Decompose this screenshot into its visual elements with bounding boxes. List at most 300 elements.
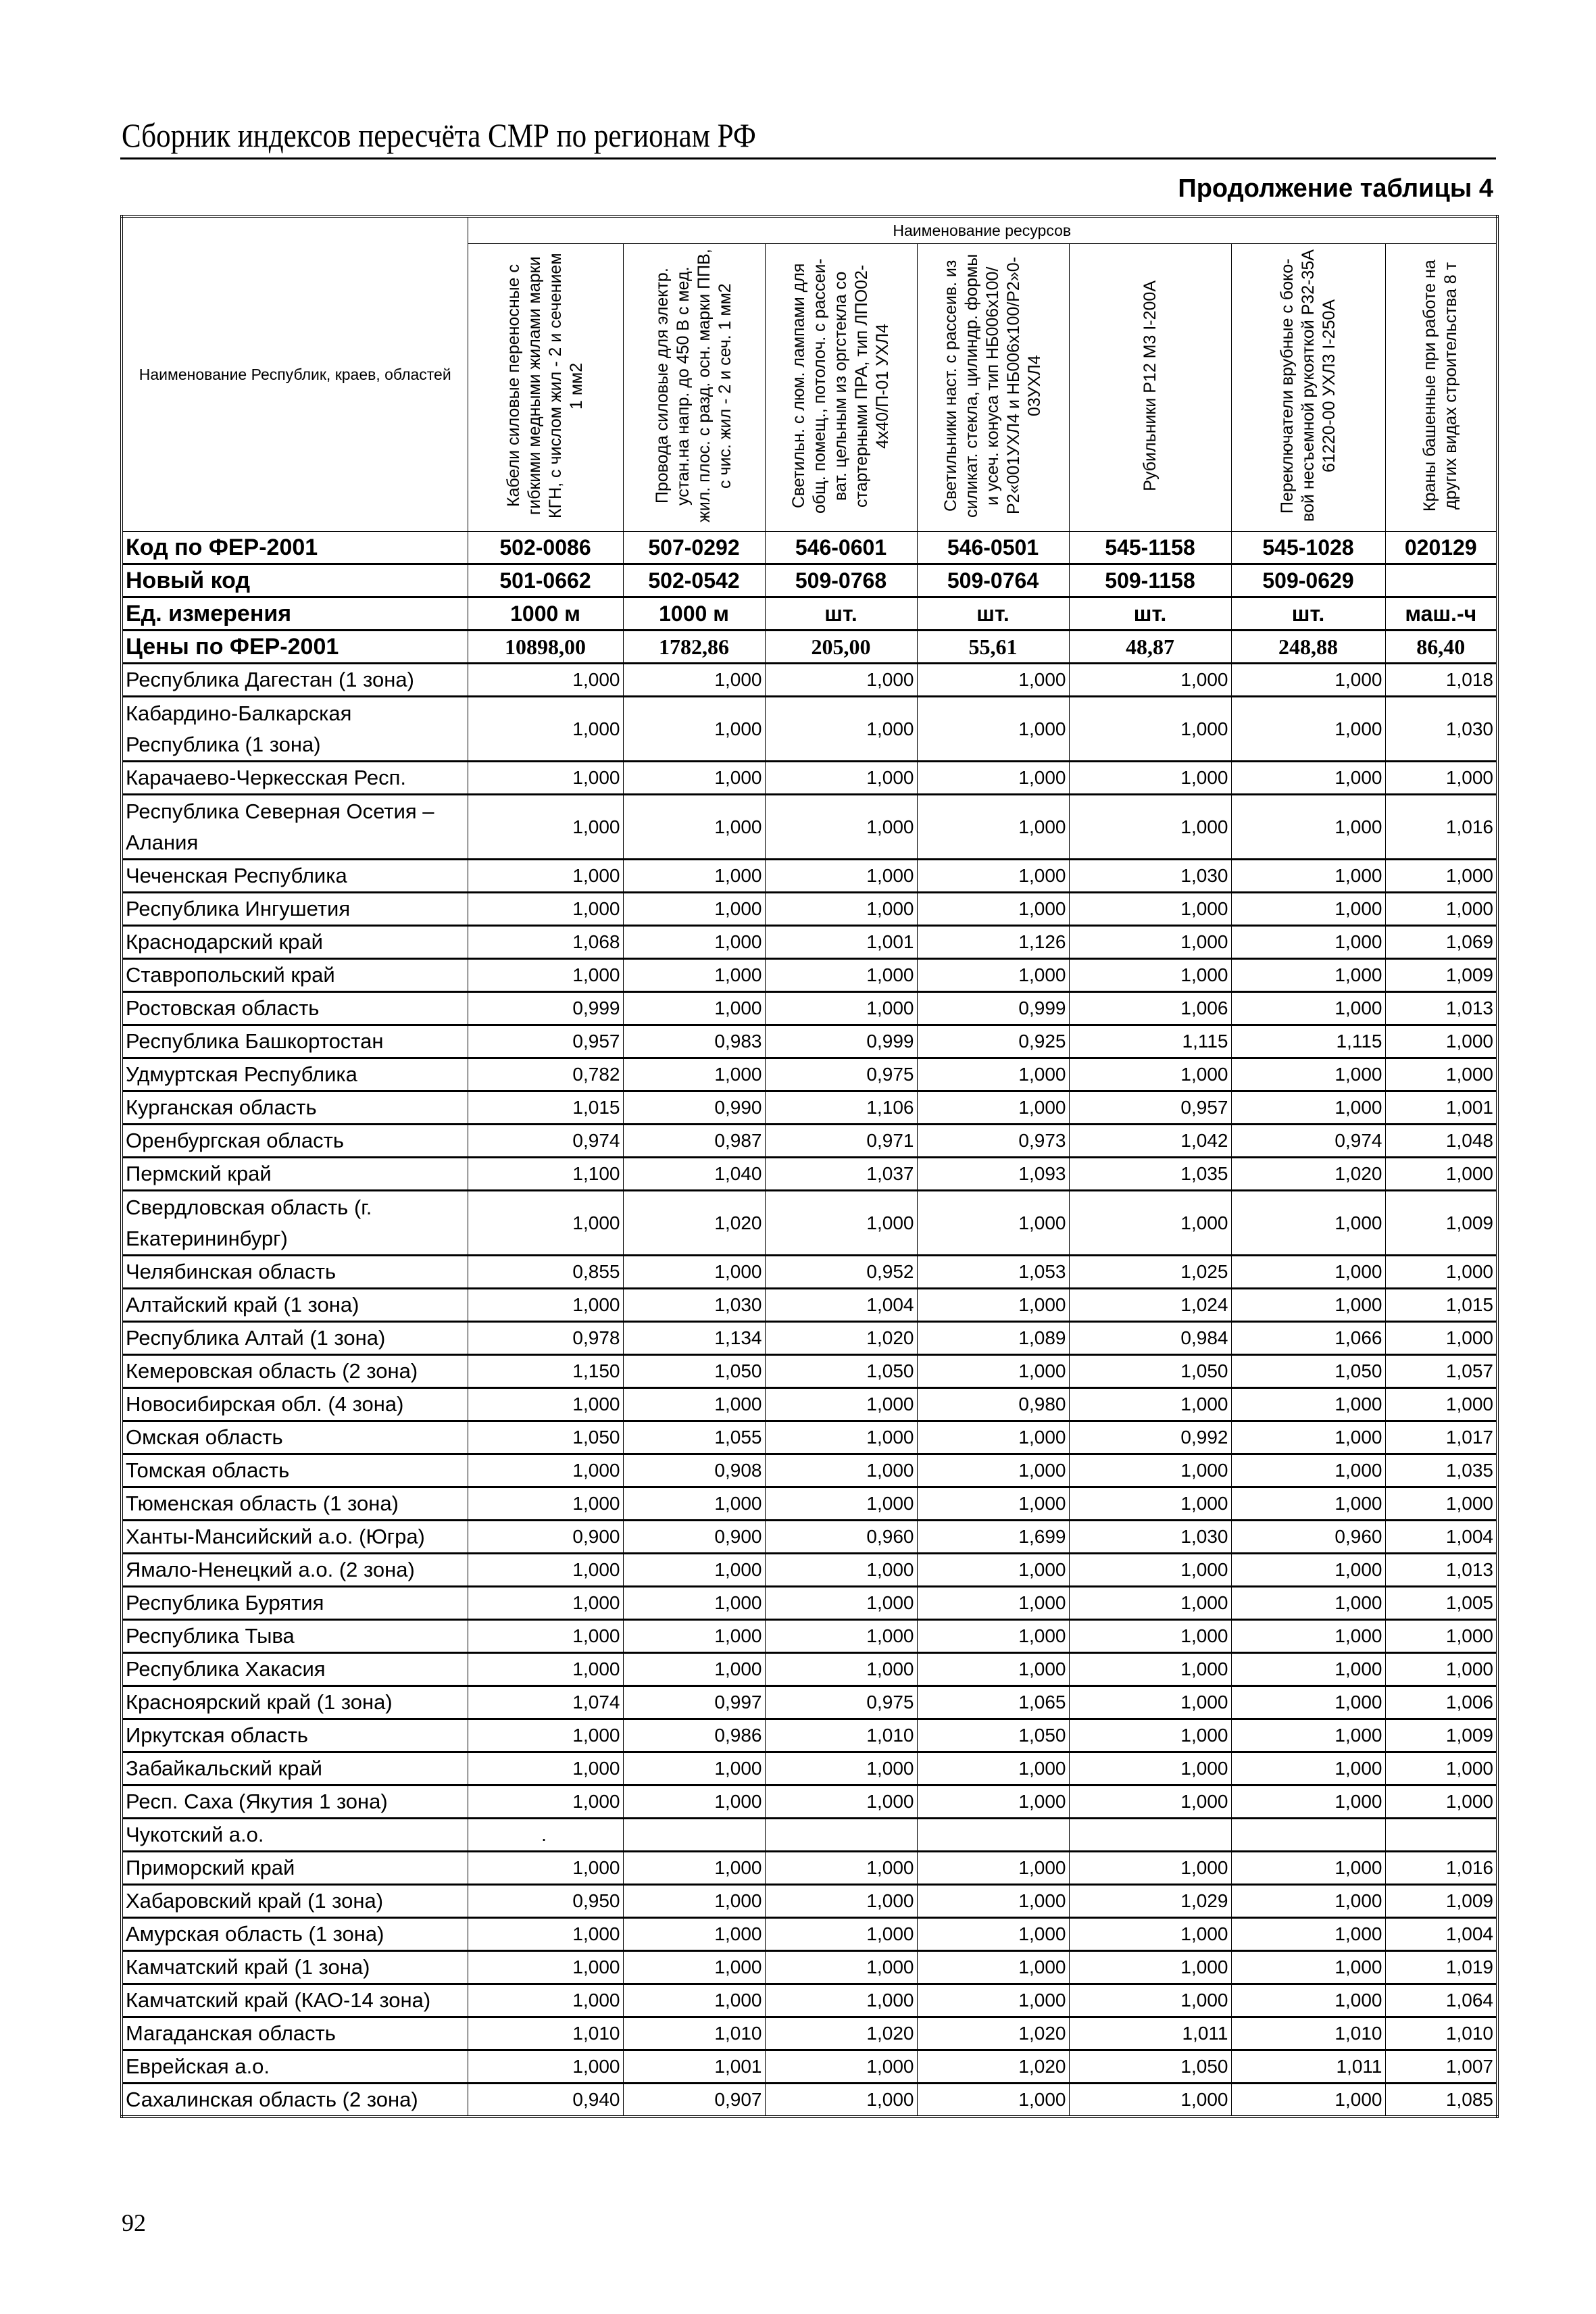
index-value: 1,000 (917, 1752, 1069, 1786)
index-value: 1,000 (468, 1554, 623, 1587)
index-value: 1,050 (917, 1719, 1069, 1752)
table-row (122, 664, 1497, 697)
region-name: Республика Северная Осетия – Алания (122, 795, 468, 860)
index-value: 1,000 (623, 893, 765, 926)
index-value: 1,019 (1385, 1951, 1497, 1984)
table-row (122, 1951, 1497, 1984)
meta-row-value: 509-0768 (765, 564, 917, 597)
index-value: 1,000 (917, 1554, 1069, 1587)
table-row (122, 1158, 1497, 1191)
meta-row (122, 532, 1497, 564)
table-row (122, 1852, 1497, 1885)
index-value: 1,000 (1231, 1984, 1385, 2017)
index-value: 1,115 (1069, 1025, 1231, 1058)
meta-row-value: 48,87 (1069, 631, 1231, 664)
index-value: 1,093 (917, 1158, 1069, 1191)
region-name: Республика Тыва (122, 1620, 468, 1653)
index-value: 1,050 (1069, 1355, 1231, 1388)
region-name: Ставропольский край (122, 959, 468, 992)
index-value: 1,030 (1069, 1521, 1231, 1554)
table-continuation-label: Продолжение таблицы 4 (1178, 174, 1493, 203)
region-name: Карачаево-Черкесская Респ. (122, 762, 468, 795)
index-value: 1,000 (917, 959, 1069, 992)
meta-row-value: шт. (1069, 597, 1231, 631)
index-value: 1,115 (1231, 1025, 1385, 1058)
index-value: 0,900 (468, 1521, 623, 1554)
index-value: 1,000 (917, 697, 1069, 762)
index-value: 1,000 (468, 1388, 623, 1421)
index-value: 1,000 (765, 1587, 917, 1620)
index-value: 1,000 (468, 1918, 623, 1951)
region-name: Забайкальский край (122, 1752, 468, 1786)
index-value: 1,000 (917, 1421, 1069, 1454)
index-value: 1,000 (468, 664, 623, 697)
index-value: 1,000 (623, 762, 765, 795)
index-value: 1,000 (1231, 893, 1385, 926)
index-value: 1,064 (1385, 1984, 1497, 2017)
index-value (917, 1819, 1069, 1852)
index-value: 1,000 (468, 1984, 623, 2017)
index-value: 1,000 (623, 1058, 765, 1091)
index-value: 1,000 (1231, 1554, 1385, 1587)
index-value: 1,000 (1231, 1454, 1385, 1487)
index-value: 1,000 (623, 992, 765, 1025)
index-value: 0,782 (468, 1058, 623, 1091)
table-row (122, 1091, 1497, 1125)
index-value: 1,000 (1231, 795, 1385, 860)
index-value: 1,000 (1069, 1752, 1231, 1786)
index-value: 1,000 (765, 1454, 917, 1487)
index-value: 1,000 (917, 1355, 1069, 1388)
table-row (122, 1454, 1497, 1487)
meta-row-value: 501-0662 (468, 564, 623, 597)
index-value: 1,009 (1385, 1191, 1497, 1256)
index-value: 1,000 (917, 1984, 1069, 2017)
meta-row-value: 509-1158 (1069, 564, 1231, 597)
region-column-header: Наименование Республик, краев, областей (122, 216, 468, 532)
region-name: Томская область (122, 1454, 468, 1487)
table-row (122, 860, 1497, 893)
index-value: 1,000 (468, 1719, 623, 1752)
index-value: 0,900 (623, 1521, 765, 1554)
index-value: 1,000 (765, 2050, 917, 2084)
index-value: 1,000 (623, 795, 765, 860)
index-value: 1,000 (765, 959, 917, 992)
index-value: 1,126 (917, 926, 1069, 959)
resource-name: Переключатели врубные с боко-вой несъемной рукояткой Р32-35А 61220-00 УХЛ3 I-250А (1277, 249, 1339, 522)
index-value: 1,000 (623, 1388, 765, 1421)
index-value: 1,000 (1069, 1454, 1231, 1487)
index-value: 1,020 (1231, 1158, 1385, 1191)
table-row (122, 1521, 1497, 1554)
index-value: 0,957 (468, 1025, 623, 1058)
index-value: 1,024 (1069, 1289, 1231, 1322)
region-name: Республика Алтай (1 зона) (122, 1322, 468, 1355)
index-value: 0,980 (917, 1388, 1069, 1421)
index-value: 1,000 (765, 1653, 917, 1686)
index-value: 1,000 (1069, 1852, 1231, 1885)
region-name: Камчатский край (1 зона) (122, 1951, 468, 1984)
index-value: 1,000 (1069, 1587, 1231, 1620)
index-value: 1,150 (468, 1355, 623, 1388)
region-name: Новосибирская обл. (4 зона) (122, 1388, 468, 1421)
index-value: 1,000 (1385, 893, 1497, 926)
index-value: 1,066 (1231, 1322, 1385, 1355)
table-row (122, 1355, 1497, 1388)
resource-column-header (1069, 244, 1231, 532)
index-value: 1,000 (765, 860, 917, 893)
index-value: 1,000 (917, 664, 1069, 697)
index-value: 1,000 (917, 1058, 1069, 1091)
table-row (122, 926, 1497, 959)
index-value: 1,000 (1231, 2084, 1385, 2117)
index-value: 1,000 (1069, 1951, 1231, 1984)
table-row (122, 1025, 1497, 1058)
index-value: 1,000 (468, 1752, 623, 1786)
meta-row-value: 509-0764 (917, 564, 1069, 597)
index-value: 0,987 (623, 1125, 765, 1158)
index-value: 1,040 (623, 1158, 765, 1191)
region-name: Республика Хакасия (122, 1653, 468, 1686)
index-value: 1,016 (1385, 1852, 1497, 1885)
meta-row-value: шт. (765, 597, 917, 631)
index-value: 1,000 (623, 1918, 765, 1951)
index-value: . (468, 1819, 623, 1852)
meta-row-value: 545-1028 (1231, 532, 1385, 564)
index-value: 1,000 (1069, 1620, 1231, 1653)
index-value: 1,050 (1069, 2050, 1231, 2084)
meta-row-value: 55,61 (917, 631, 1069, 664)
region-name: Свердловская область (г. Екатерининбург) (122, 1191, 468, 1256)
meta-row-value (1385, 564, 1497, 597)
index-value: 1,000 (917, 1191, 1069, 1256)
index-value: 1,000 (468, 762, 623, 795)
index-value: 0,950 (468, 1885, 623, 1918)
resource-name: Рубильники Р12 М3 I-200А (1140, 280, 1159, 491)
resource-column-header (917, 244, 1069, 532)
meta-row-value: 546-0601 (765, 532, 917, 564)
index-value: 1,068 (468, 926, 623, 959)
index-value: 1,020 (765, 2017, 917, 2050)
index-value: 1,000 (1231, 1256, 1385, 1289)
index-value: 1,000 (765, 1752, 917, 1786)
index-value: 1,000 (1385, 1388, 1497, 1421)
index-value: 1,000 (1385, 1620, 1497, 1653)
index-value: 1,000 (1385, 1058, 1497, 1091)
index-value: 1,000 (1069, 697, 1231, 762)
index-value: 1,000 (1385, 1786, 1497, 1819)
index-value: 1,015 (468, 1091, 623, 1125)
meta-row-value: 248,88 (1231, 631, 1385, 664)
table-row (122, 992, 1497, 1025)
index-value: 0,971 (765, 1125, 917, 1158)
index-value: 1,050 (765, 1355, 917, 1388)
index-value: 1,035 (1069, 1158, 1231, 1191)
index-value: 0,973 (917, 1125, 1069, 1158)
index-value: 1,000 (917, 1852, 1069, 1885)
index-value: 1,000 (1231, 1719, 1385, 1752)
meta-row-value: 507-0292 (623, 532, 765, 564)
table-row (122, 1984, 1497, 2017)
region-name: Республика Дагестан (1 зона) (122, 664, 468, 697)
meta-row-label: Код по ФЕР-2001 (122, 532, 468, 564)
index-value: 1,005 (1385, 1587, 1497, 1620)
region-name: Республика Башкортостан (122, 1025, 468, 1058)
index-value: 1,000 (623, 926, 765, 959)
index-value: 1,000 (917, 860, 1069, 893)
index-value: 1,001 (623, 2050, 765, 2084)
region-name: Удмуртская Республика (122, 1058, 468, 1091)
index-value: 1,000 (765, 1191, 917, 1256)
index-value: 1,048 (1385, 1125, 1497, 1158)
index-value: 1,011 (1231, 2050, 1385, 2084)
index-value: 1,000 (765, 1554, 917, 1587)
index-value: 1,000 (917, 893, 1069, 926)
index-value: 1,000 (1069, 1487, 1231, 1521)
index-value: 0,986 (623, 1719, 765, 1752)
table-row (122, 959, 1497, 992)
index-value: 0,907 (623, 2084, 765, 2117)
index-value: 1,000 (1231, 664, 1385, 697)
meta-row (122, 631, 1497, 664)
table-row (122, 1587, 1497, 1620)
table-row (122, 1289, 1497, 1322)
index-value: 1,000 (765, 2084, 917, 2117)
index-value: 1,000 (1231, 697, 1385, 762)
index-value: 1,013 (1385, 1554, 1497, 1587)
index-value: 1,000 (468, 860, 623, 893)
resource-name: Кабели силовые переносные с гибкими медными жилами марки КГН, с числом жил - 2 и сечением 1 мм2 (504, 253, 586, 519)
table-row (122, 1620, 1497, 1653)
index-value: 1,000 (1069, 1984, 1231, 2017)
index-value: 1,000 (1385, 1025, 1497, 1058)
index-value: 1,000 (468, 959, 623, 992)
region-name: Чеченская Республика (122, 860, 468, 893)
meta-row-value: 509-0629 (1231, 564, 1385, 597)
index-value: 1,000 (1231, 1951, 1385, 1984)
index-value: 1,010 (623, 2017, 765, 2050)
index-value: 1,000 (1231, 1289, 1385, 1322)
index-value: 1,009 (1385, 1719, 1497, 1752)
region-name: Республика Бурятия (122, 1587, 468, 1620)
meta-row-value: 545-1158 (1069, 532, 1231, 564)
table-row (122, 1554, 1497, 1587)
table-row (122, 1487, 1497, 1521)
index-value: 1,000 (765, 1885, 917, 1918)
index-value: 1,065 (917, 1686, 1069, 1719)
index-value: 1,000 (623, 1885, 765, 1918)
index-value: 1,057 (1385, 1355, 1497, 1388)
index-value: 1,050 (468, 1421, 623, 1454)
index-value: 1,020 (917, 2050, 1069, 2084)
region-name: Респ. Саха (Якутия 1 зона) (122, 1786, 468, 1819)
index-value: 1,000 (765, 1421, 917, 1454)
resource-column-header (1385, 244, 1497, 532)
index-value: 1,000 (623, 1554, 765, 1587)
index-value: 1,000 (623, 860, 765, 893)
index-value: 0,999 (468, 992, 623, 1025)
regional-index-table (120, 215, 1499, 2118)
index-value: 0,940 (468, 2084, 623, 2117)
resource-name: Светильн. с люм. лампами для общ. помещ., потолоч. с рассеи-ват. цельным из оргстекла со стартерными ПРА, тип ЛПО02-4х40/П-01 УХЛ4 (789, 258, 892, 514)
table-row (122, 2017, 1497, 2050)
index-value: 1,011 (1069, 2017, 1231, 2050)
index-value: 1,000 (1231, 1852, 1385, 1885)
index-value: 1,000 (1231, 1191, 1385, 1256)
region-name: Камчатский край (КАО-14 зона) (122, 1984, 468, 2017)
region-name: Краснодарский край (122, 926, 468, 959)
index-value: 1,000 (468, 1620, 623, 1653)
meta-row-value: 020129 (1385, 532, 1497, 564)
index-value: 1,004 (1385, 1521, 1497, 1554)
index-value: 1,053 (917, 1256, 1069, 1289)
index-value: 1,000 (468, 1852, 623, 1885)
region-name: Красноярский край (1 зона) (122, 1686, 468, 1719)
index-value (1231, 1819, 1385, 1852)
meta-row-value: 10898,00 (468, 631, 623, 664)
index-value: 1,000 (1069, 1786, 1231, 1819)
meta-row (122, 564, 1497, 597)
index-value: 1,069 (1385, 926, 1497, 959)
index-value: 1,020 (623, 1191, 765, 1256)
index-value: 1,000 (1231, 1653, 1385, 1686)
index-value: 1,000 (468, 1587, 623, 1620)
region-name: Приморский край (122, 1852, 468, 1885)
index-value: 0,999 (765, 1025, 917, 1058)
table-row (122, 795, 1497, 860)
index-value: 0,974 (1231, 1125, 1385, 1158)
index-value: 0,975 (765, 1058, 917, 1091)
index-value: 1,000 (623, 1487, 765, 1521)
meta-row-value: 205,00 (765, 631, 917, 664)
table-row (122, 2084, 1497, 2117)
index-value: 1,009 (1385, 959, 1497, 992)
index-value: 1,000 (917, 2084, 1069, 2117)
index-value: 1,000 (917, 762, 1069, 795)
table-row (122, 1125, 1497, 1158)
index-value: 1,000 (765, 1786, 917, 1819)
index-value: 1,000 (917, 1454, 1069, 1487)
region-name: Амурская область (1 зона) (122, 1918, 468, 1951)
region-name: Курганская область (122, 1091, 468, 1125)
index-value: 1,009 (1385, 1885, 1497, 1918)
index-value: 1,001 (1385, 1091, 1497, 1125)
index-value: 1,000 (1385, 1752, 1497, 1786)
index-value: 1,000 (468, 2050, 623, 2084)
index-value: 1,000 (1069, 1388, 1231, 1421)
index-value: 1,050 (623, 1355, 765, 1388)
index-value: 1,025 (1069, 1256, 1231, 1289)
index-value: 1,000 (1069, 893, 1231, 926)
index-value: 1,016 (1385, 795, 1497, 860)
index-value: 1,006 (1069, 992, 1231, 1025)
index-value: 1,000 (917, 1885, 1069, 1918)
index-value: 1,000 (917, 1951, 1069, 1984)
index-value: 1,000 (1069, 959, 1231, 992)
index-value: 1,000 (1231, 1918, 1385, 1951)
region-name: Кабардино-Балкарская Республика (1 зона) (122, 697, 468, 762)
index-value: 1,000 (1069, 2084, 1231, 2117)
resource-name: Краны башенные при работе на других видах строительства 8 т (1420, 260, 1461, 512)
index-value: 1,000 (623, 1786, 765, 1819)
region-name: Ростовская область (122, 992, 468, 1025)
index-value: 1,055 (623, 1421, 765, 1454)
meta-row-value: 1782,86 (623, 631, 765, 664)
resource-column-header (623, 244, 765, 532)
resource-column-header (1231, 244, 1385, 532)
index-value: 0,952 (765, 1256, 917, 1289)
region-name: Ямало-Ненецкий а.о. (2 зона) (122, 1554, 468, 1587)
index-value: 0,992 (1069, 1421, 1231, 1454)
index-value: 0,975 (765, 1686, 917, 1719)
index-value: 1,000 (765, 1918, 917, 1951)
index-value (1385, 1819, 1497, 1852)
index-value: 1,000 (1069, 1058, 1231, 1091)
index-value: 1,030 (1069, 860, 1231, 893)
index-value: 0,983 (623, 1025, 765, 1058)
region-name: Еврейская а.о. (122, 2050, 468, 2084)
index-value: 1,000 (1231, 959, 1385, 992)
table-row (122, 1191, 1497, 1256)
index-value: 1,000 (1231, 992, 1385, 1025)
index-value: 1,000 (765, 1620, 917, 1653)
index-value: 1,000 (1231, 1752, 1385, 1786)
index-value: 1,699 (917, 1521, 1069, 1554)
index-value: 1,017 (1385, 1421, 1497, 1454)
table-row (122, 1686, 1497, 1719)
index-value: 1,001 (765, 926, 917, 959)
region-name: Магаданская область (122, 2017, 468, 2050)
table-row (122, 1885, 1497, 1918)
index-value: 1,000 (1069, 1918, 1231, 1951)
index-value: 1,074 (468, 1686, 623, 1719)
index-value: 1,000 (623, 1852, 765, 1885)
index-value: 0,855 (468, 1256, 623, 1289)
region-name: Республика Ингушетия (122, 893, 468, 926)
index-value: 1,029 (1069, 1885, 1231, 1918)
index-value: 1,000 (765, 664, 917, 697)
index-value: 1,000 (1231, 762, 1385, 795)
index-value: 1,000 (917, 1091, 1069, 1125)
index-value: 1,000 (1385, 1322, 1497, 1355)
index-value: 1,000 (1231, 1058, 1385, 1091)
index-value: 1,000 (1069, 1191, 1231, 1256)
index-value: 1,000 (917, 795, 1069, 860)
meta-row-value: 1000 м (623, 597, 765, 631)
meta-row-label: Ед. измерения (122, 597, 468, 631)
index-value: 1,000 (917, 1487, 1069, 1521)
index-value: 1,000 (765, 762, 917, 795)
index-value: 1,000 (765, 1984, 917, 2017)
index-value: 1,000 (917, 1918, 1069, 1951)
index-value: 1,000 (468, 1191, 623, 1256)
index-value: 1,000 (1231, 926, 1385, 959)
region-name: Алтайский край (1 зона) (122, 1289, 468, 1322)
meta-row-value: маш.-ч (1385, 597, 1497, 631)
index-value: 1,000 (623, 1587, 765, 1620)
index-value: 0,960 (1231, 1521, 1385, 1554)
index-value: 1,000 (1385, 1158, 1497, 1191)
index-value: 1,000 (623, 697, 765, 762)
index-value: 1,000 (917, 1786, 1069, 1819)
index-value: 1,100 (468, 1158, 623, 1191)
index-value: 1,000 (1385, 860, 1497, 893)
index-value: 1,000 (1069, 795, 1231, 860)
index-value: 1,134 (623, 1322, 765, 1355)
index-value: 1,000 (1385, 1653, 1497, 1686)
table-row (122, 762, 1497, 795)
index-value: 1,000 (468, 697, 623, 762)
